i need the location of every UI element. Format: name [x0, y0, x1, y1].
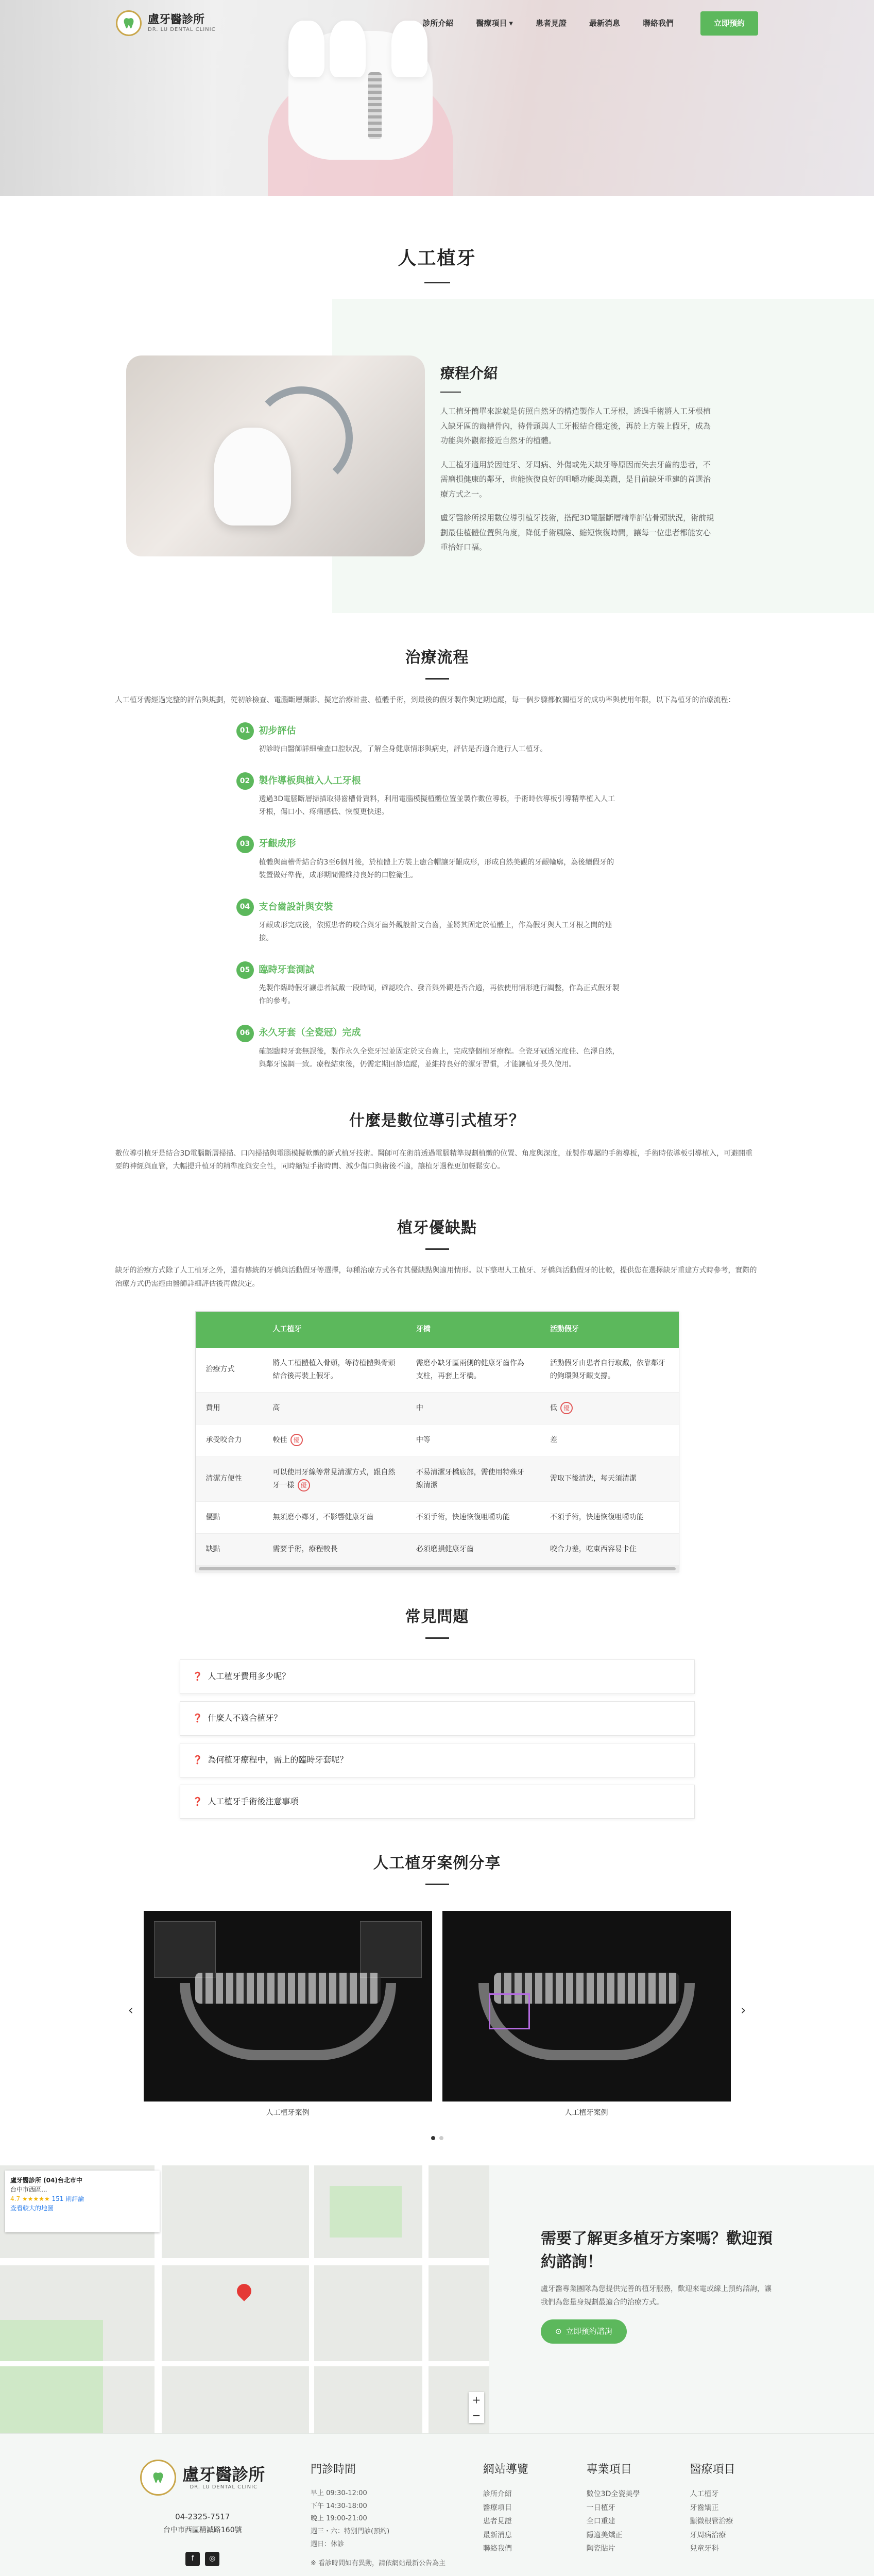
case-slider	[128, 1911, 746, 2120]
process-step	[236, 961, 721, 1008]
map-road	[0, 2361, 489, 2366]
step-number: 06	[236, 1025, 254, 1042]
table-cell-text: 必須磨損健康牙齒	[416, 1545, 474, 1554]
clinic-logo[interactable]	[116, 10, 216, 36]
contact-heading: 需要了解更多植牙方案嗎？歡迎預約諮詢！	[541, 2230, 773, 2272]
footer-pro-link[interactable]: 陶瓷貼片	[586, 2545, 615, 2553]
map-place-name: 盧牙醫診所 (04)台北市中	[10, 2177, 82, 2184]
table-header: 人工植牙	[263, 1312, 406, 1348]
footer-pro-title: 專業項目	[586, 2463, 632, 2477]
intro-paragraph: 盧牙醫診所採用數位導引植牙技術，搭配3D電腦斷層精準評估骨頭狀況，術前規劃最佳植體位置與角度，降低手術風險、縮短恢復時間，讓每一位患者都能安心重拾好口福。	[440, 513, 714, 552]
process-step	[236, 772, 721, 819]
process-step	[236, 899, 721, 945]
table-cell-text: 咬合力差，吃東西容易卡住	[550, 1545, 637, 1554]
map-road	[309, 2165, 314, 2433]
table-cell-text: 需要手術，療程較長	[272, 1545, 338, 1554]
footer-phone[interactable]: 04-2325-7517	[175, 2512, 230, 2522]
step-description: 確認臨時牙套無誤後，製作永久全瓷牙冠並固定於支台齒上，完成整個植牙療程。全瓷牙冠透光度佳、色澤自然，與鄰牙協調一致。療程結束後，仍需定期回診追蹤，並維持良好的潔牙習慣，才能讓植牙長久使用。	[259, 1047, 620, 1069]
nav-news[interactable]	[589, 16, 620, 30]
process-step	[236, 1025, 721, 1071]
step-description: 初診時由醫師詳細檢查口腔狀況，了解全身健康情形與病史，評估是否適合進行人工植牙。	[259, 744, 547, 753]
intro-image	[126, 355, 425, 556]
nav-services-label: 醫療項目	[476, 18, 507, 28]
table-cell-text: 中	[416, 1404, 423, 1413]
table-cell	[406, 1393, 540, 1425]
slider-dot[interactable]	[431, 2136, 435, 2140]
social-links	[115, 2552, 290, 2566]
footer-brand	[115, 2460, 290, 2569]
xray-image	[144, 1911, 432, 2102]
footer-med-link[interactable]: 顯微根管治療	[690, 2517, 733, 2526]
step-number: 04	[236, 899, 254, 916]
footer-logo-subtitle: DR. LU DENTAL CLINIC	[190, 2484, 258, 2490]
footer-med-link[interactable]: 牙周病治療	[690, 2531, 726, 2539]
faq-divider	[425, 1637, 449, 1639]
map-park	[330, 2186, 402, 2238]
map-info-card	[5, 2171, 160, 2232]
table-cell-text: 需取下後清洗，每天須清潔	[550, 1475, 637, 1483]
consult-button[interactable]	[541, 2319, 627, 2344]
advantage-badge: 優	[290, 1434, 303, 1446]
footer-pro-link[interactable]: 全口重建	[586, 2517, 615, 2526]
table-cell-text: 差	[550, 1436, 557, 1445]
footer-med-items	[690, 2460, 759, 2569]
table-header	[196, 1312, 263, 1348]
nav-news-label: 最新消息	[589, 18, 620, 28]
hours-item: 下午 14:30-18:00	[311, 2502, 367, 2510]
footer-med-title: 醫療項目	[690, 2463, 735, 2477]
process-title: 治療流程	[405, 648, 469, 667]
table-row-label: 承受咬合力	[196, 1425, 263, 1456]
tooth-logo-icon	[140, 2460, 176, 2496]
table-row-label: 費用	[196, 1393, 263, 1425]
main-nav	[422, 11, 758, 36]
slider-dots	[0, 2130, 874, 2145]
treatment-process-section	[0, 644, 874, 1071]
table-row-label: 清潔方便性	[196, 1456, 263, 1501]
implant-highlight	[489, 1993, 530, 2029]
table-cell-text: 較佳	[272, 1436, 287, 1445]
table-cell	[540, 1393, 679, 1425]
logo-name: 盧牙醫診所	[148, 13, 205, 27]
table-header: 牙橋	[406, 1312, 540, 1348]
table-row	[196, 1348, 679, 1393]
faq-question: 人工植牙費用多少呢？	[208, 1671, 290, 1682]
process-intro: 人工植牙需經過完整的評估與規劃，從初診檢查、電腦斷層攝影、擬定治療計畫、植體手術，到最後的假牙製作與定期追蹤，每一個步驟都攸關植牙的成功率與使用年限，以下為植牙的治療流程：	[115, 696, 735, 704]
table-cell	[540, 1425, 679, 1456]
step-description: 植體與齒槽骨結合約3至6個月後，於植體上方裝上癒合帽讓牙齦成形，形成自然美觀的牙齦輪廓，為後續假牙的裝置做好準備，成形期間需維持良好的口腔衛生。	[259, 858, 614, 879]
case-caption: 人工植牙案例	[266, 2109, 310, 2117]
faq-section	[0, 1603, 874, 1819]
table-row-label: 優點	[196, 1501, 263, 1533]
map-view-larger-link[interactable]: 查看較大的地圖	[10, 2205, 54, 2212]
nav-contact[interactable]	[643, 16, 674, 30]
xray-panel	[154, 1921, 216, 1978]
footer-pro-link[interactable]: 數位3D全瓷美學	[586, 2490, 640, 2499]
faq-item[interactable]	[180, 1659, 695, 1694]
chevron-left-icon[interactable]: ‹	[128, 2003, 133, 2019]
footer-pro-link[interactable]: 隱適美矯正	[586, 2531, 623, 2539]
chevron-down-icon: ▾	[509, 18, 513, 28]
digital-guided-section	[0, 1107, 874, 1173]
table-cell	[263, 1425, 406, 1456]
table-cell	[540, 1348, 679, 1393]
nav-contact-label: 聯絡我們	[642, 18, 674, 28]
faq-item[interactable]	[180, 1743, 695, 1777]
step-number: 01	[236, 722, 254, 740]
table-cell-text: 不須手術，快速恢復咀嚼功能	[416, 1513, 510, 1521]
process-steps	[154, 722, 721, 1071]
table-cell	[540, 1456, 679, 1501]
table-cell	[406, 1534, 540, 1566]
step-title: 支台齒設計與安裝	[259, 901, 333, 912]
intro-divider	[440, 392, 461, 393]
nav-testimonials-label: 患者見證	[535, 18, 567, 28]
nav-about-label: 診所介紹	[422, 18, 454, 28]
footer-nav-link[interactable]: 患者見證	[483, 2517, 512, 2526]
scrollbar-thumb[interactable]	[199, 1567, 676, 1570]
footer-nav-link[interactable]: 聯絡我們	[483, 2545, 512, 2553]
footer-med-link[interactable]: 牙齒矯正	[690, 2503, 719, 2512]
hours-item: 週三・六：特別門診(預約)	[311, 2528, 390, 2536]
table-cell-text: 需磨小缺牙區兩側的健康牙齒作為支柱，再套上牙橋。	[416, 1359, 524, 1380]
logo-subtitle: DR. LU DENTAL CLINIC	[148, 26, 216, 32]
faq-question: 什麼人不適合植牙？	[208, 1713, 282, 1723]
footer-nav-title: 網站導覽	[483, 2463, 528, 2477]
page-title: 人工植牙	[398, 248, 476, 269]
pros-title: 植牙優缺點	[397, 1219, 477, 1238]
footer-nav	[483, 2460, 566, 2569]
hours-item: 早上 09:30-12:00	[311, 2489, 367, 2498]
nav-services[interactable]	[476, 16, 513, 30]
footer-med-link[interactable]: 兒童牙科	[690, 2545, 719, 2553]
table-cell	[263, 1534, 406, 1566]
faq-question: 人工植牙手術後注意事項	[208, 1796, 299, 1806]
teeth-xray	[195, 1973, 381, 2004]
nav-testimonials[interactable]	[536, 16, 567, 30]
intro-paragraph: 人工植牙簡單來說就是仿照自然牙的構造製作人工牙根，透過手術將人工牙根植入缺牙區的齒槽骨內，待骨頭與人工牙根結合穩定後，再於上方裝上假牙，成為功能與外觀都接近自然牙的植體。	[440, 406, 711, 446]
book-now-button[interactable]: 立即預約	[700, 11, 758, 36]
intro-text	[440, 361, 716, 564]
question-icon: ❓	[192, 1713, 203, 1723]
hours-item: 週日：休診	[311, 2540, 345, 2548]
pros-cons-section	[0, 1214, 874, 1572]
contact-description: 盧牙醫專業團隊為您提供完善的植牙服務，歡迎來電或線上預約諮詢，讓我們為您量身規劃最適合的治療方式。	[541, 2285, 772, 2307]
table-cell	[540, 1501, 679, 1533]
table-cell-text: 不須手術，快速恢復咀嚼功能	[550, 1513, 644, 1521]
footer-logo[interactable]	[140, 2460, 265, 2496]
treatment-intro-section	[0, 299, 874, 613]
map-rating: 4.7 ★★★★★	[10, 2195, 50, 2203]
map-road	[422, 2165, 429, 2433]
faq-list	[180, 1659, 695, 1819]
hero-implant-screw	[368, 72, 382, 139]
question-icon: ❓	[192, 1754, 203, 1765]
instagram-icon[interactable]: ◎	[205, 2552, 219, 2566]
contact-text	[541, 2227, 778, 2343]
footer-nav-link[interactable]: 診所介紹	[483, 2490, 512, 2499]
hours-note: ※ 看診時間如有異動，請依網站最新公告為主	[311, 2559, 446, 2567]
table-row	[196, 1456, 679, 1501]
xray-image	[442, 1911, 731, 2102]
zoom-out-icon[interactable]: −	[472, 2409, 481, 2422]
faq-question: 為何植牙療程中，需上的臨時牙套呢？	[208, 1754, 348, 1765]
facebook-icon[interactable]: f	[185, 2552, 200, 2566]
table-cell	[406, 1425, 540, 1456]
slider-dot[interactable]	[439, 2136, 443, 2140]
nav-about[interactable]	[422, 16, 453, 30]
table-header: 活動假牙	[540, 1312, 679, 1348]
advantage-badge: 優	[560, 1402, 573, 1414]
table-cell-text: 無須磨小鄰牙，不影響健康牙齒	[272, 1513, 374, 1521]
footer-med-link[interactable]: 人工植牙	[690, 2490, 719, 2499]
zoom-in-icon[interactable]: +	[472, 2394, 481, 2406]
footer-hours	[311, 2460, 462, 2569]
step-title: 牙齦成形	[259, 838, 296, 850]
step-description: 牙齦成形完成後，依照患者的咬合與牙齒外觀設計支台齒，並將其固定於植體上，作為假牙與人工牙根之間的連接。	[259, 921, 612, 943]
step-title: 初步評估	[259, 725, 296, 736]
footer-nav-link[interactable]: 醫療項目	[483, 2503, 512, 2512]
footer-logo-name: 盧牙醫診所	[182, 2465, 265, 2485]
table-cell	[540, 1534, 679, 1566]
faq-title: 常見問題	[405, 1608, 469, 1626]
process-step	[236, 836, 721, 882]
site-header	[0, 0, 874, 46]
table-scrollbar[interactable]	[196, 1566, 679, 1572]
table-cell	[263, 1348, 406, 1393]
footer-pro-link[interactable]: 一日植牙	[586, 2503, 615, 2512]
site-footer	[0, 2433, 874, 2576]
map-reviews-link[interactable]: 151 則評論	[52, 2195, 84, 2203]
question-icon: ❓	[192, 1671, 203, 1682]
table-cell-text: 活動假牙由患者自行取戴，依靠鄰牙的鉤環與牙齦支撐。	[550, 1359, 665, 1380]
xray-panel	[360, 1921, 422, 1978]
digital-text: 數位導引植牙是結合3D電腦斷層掃描、口內掃描與電腦模擬軟體的新式植牙技術。醫師可在術前透過電腦精準規劃植體的位置、角度與深度，並製作專屬的手術導板，手術時依導板引導植入，可避開重要的神經與血管，大幅提升植牙的精準度與安全性，同時縮短手術時間、減少傷口與術後不適，讓植牙過程更加輕鬆安心。	[115, 1149, 753, 1171]
contact-section	[0, 2165, 874, 2433]
case-share-section	[0, 1850, 874, 2145]
advantage-badge: 優	[298, 1479, 310, 1492]
comparison-table-wrapper	[195, 1311, 679, 1573]
case-caption: 人工植牙案例	[564, 2109, 608, 2117]
faq-item[interactable]	[180, 1785, 695, 1819]
hours-title: 門診時間	[311, 2463, 356, 2477]
comparison-table	[196, 1312, 679, 1566]
title-divider	[424, 282, 450, 283]
tooth-model-image	[214, 428, 291, 526]
case-slide[interactable]	[144, 1911, 432, 2120]
table-cell-text: 高	[272, 1404, 280, 1413]
table-cell-text: 將人工植體植入骨頭，等待植體與骨頭結合後再裝上假牙。	[272, 1359, 396, 1380]
step-number: 03	[236, 836, 254, 853]
process-step	[236, 722, 721, 756]
consult-button-label: 立即預約諮詢	[565, 2326, 612, 2336]
table-cell	[406, 1456, 540, 1501]
table-cell-text: 中等	[416, 1436, 431, 1445]
table-cell	[406, 1501, 540, 1533]
intro-paragraph: 人工植牙適用於因蛀牙、牙周病、外傷或先天缺牙等原因而失去牙齒的患者，不需磨損健康的鄰牙，也能恢復良好的咀嚼功能與美觀，是目前缺牙重建的首選治療方式之一。	[440, 460, 711, 499]
pros-divider	[425, 1248, 449, 1250]
pros-intro: 缺牙的治療方式除了人工植牙之外，還有傳統的牙橋與活動假牙等選擇，每種治療方式各有其優缺點與適用情形。以下整理人工植牙、牙橋與活動假牙的比較，提供您在選擇缺牙重建方式時參考，實際的治療方式仍需經由醫師詳細評估後再做決定。	[115, 1266, 757, 1288]
table-cell-text: 不易清潔牙橋底部，需使用特殊牙線清潔	[416, 1468, 524, 1489]
calendar-icon: ⊙	[555, 2326, 562, 2336]
step-description: 透過3D電腦斷層掃描取得齒槽骨資料，利用電腦模擬植體位置並製作數位導板，手術時依導板引導精準植入人工牙根，傷口小、疼痛感低、恢復更快速。	[259, 795, 615, 817]
cases-divider	[425, 1884, 449, 1885]
case-slide[interactable]	[442, 1911, 731, 2120]
table-cell-text: 可以使用牙線等常見清潔方式，跟自然牙一樣	[272, 1468, 396, 1489]
map-zoom-control[interactable]	[469, 2392, 484, 2423]
digital-title: 什麼是數位導引式植牙？	[349, 1112, 525, 1130]
table-cell	[406, 1348, 540, 1393]
table-row	[196, 1425, 679, 1456]
tooth-logo-icon	[116, 10, 142, 36]
table-cell	[263, 1393, 406, 1425]
hours-item: 晚上 19:00-21:00	[311, 2515, 367, 2523]
table-cell-text: 低	[550, 1404, 557, 1413]
table-row-label: 治療方式	[196, 1348, 263, 1393]
google-map[interactable]	[0, 2165, 489, 2433]
step-number: 02	[236, 772, 254, 790]
step-number: 05	[236, 961, 254, 979]
table-cell	[263, 1456, 406, 1501]
table-row	[196, 1393, 679, 1425]
footer-address: 台中市西區精誠路160號	[163, 2526, 242, 2535]
footer-slogan	[0, 2569, 874, 2576]
faq-item[interactable]	[180, 1701, 695, 1736]
process-divider	[425, 678, 449, 680]
map-park	[0, 2320, 103, 2433]
step-title: 臨時牙套測試	[259, 964, 315, 976]
footer-nav-link[interactable]: 最新消息	[483, 2531, 512, 2539]
table-row	[196, 1534, 679, 1566]
intro-heading: 療程介紹	[440, 364, 499, 382]
cases-title: 人工植牙案例分享	[373, 1854, 501, 1873]
map-pin-icon[interactable]	[234, 2281, 254, 2302]
table-row-label: 缺點	[196, 1534, 263, 1566]
table-row	[196, 1501, 679, 1533]
step-title: 永久牙套（全瓷冠）完成	[259, 1027, 361, 1039]
table-cell	[263, 1501, 406, 1533]
step-description: 先製作臨時假牙讓患者試戴一段時間，確認咬合、發音與外觀是否合適，再依使用情形進行調整，作為正式假牙製作的參考。	[259, 984, 620, 1006]
table-header-row	[196, 1312, 679, 1348]
question-icon: ❓	[192, 1796, 203, 1806]
map-address: 台中市西區...	[10, 2186, 47, 2194]
footer-pro-items	[587, 2460, 670, 2569]
step-title: 製作導板與植入人工牙根	[259, 775, 361, 786]
chevron-right-icon[interactable]: ›	[741, 2003, 746, 2019]
map-road	[0, 2258, 489, 2265]
